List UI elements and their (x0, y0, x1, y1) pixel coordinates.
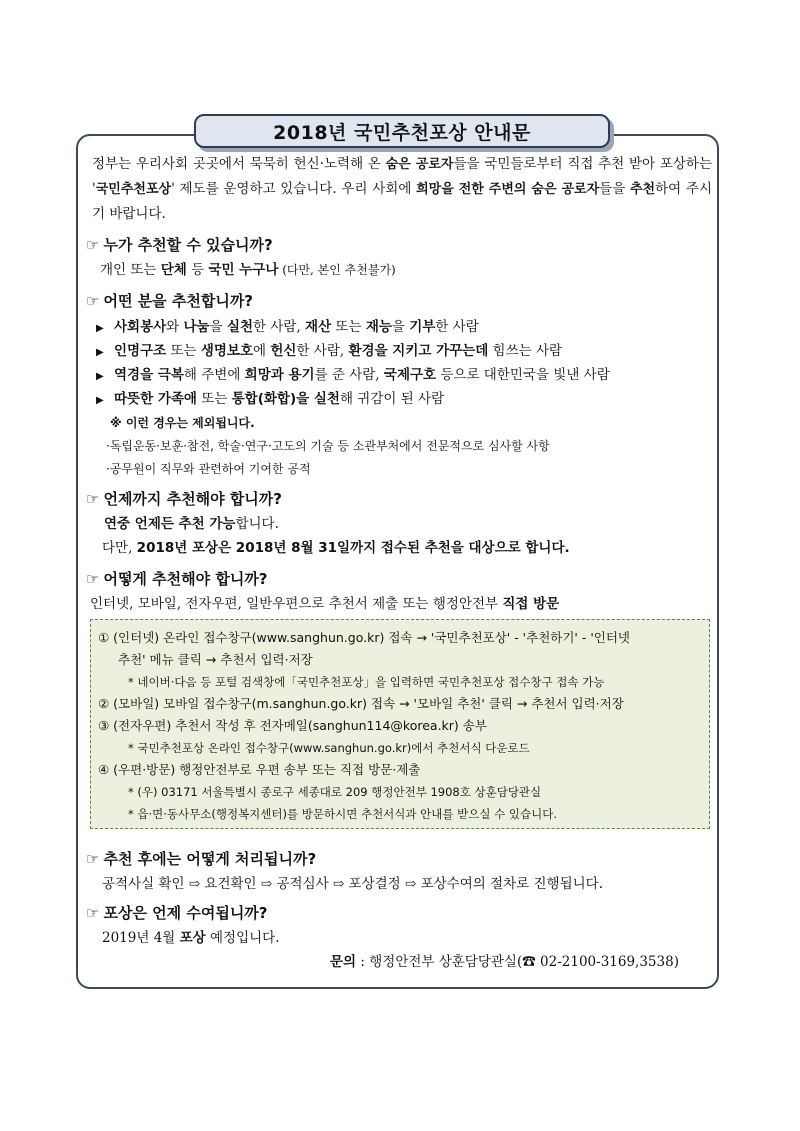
contact-sep: : (356, 954, 370, 970)
method-internet: ① (인터넷) 온라인 접수창구(www.sanghun.go.kr) 접속 → '국민추천포상' - '추천하기' - '인터넷 (98, 630, 630, 645)
item-bold: 환경을 지키고 가꾸는데 (348, 343, 489, 359)
body-text: 예정입니다. (205, 930, 280, 946)
item-bold: 따뜻한 가족애 (114, 391, 197, 407)
intro-text: 들을 (599, 181, 630, 197)
body-text: 인터넷, 모바일, 전자우편, 일반우편 (90, 596, 299, 612)
section-after-body: 공적사실 확인 ⇨ 요건확인 ⇨ 공적심사 ⇨ 포상결정 ⇨ 포상수여의 절차로 진행됩니다. (102, 876, 604, 892)
section-when-line-2 (102, 536, 570, 560)
whom-item-1 (96, 315, 479, 341)
body-text: 합니다. (235, 516, 279, 532)
whom-item-4 (96, 387, 444, 413)
section-whom-heading (86, 290, 253, 311)
item-bold: 실천 (226, 319, 254, 335)
pointing-hand-icon: ☞ (86, 490, 100, 508)
contact-phone: 02-2100-3169,3538) (535, 954, 679, 970)
method-internet-note: * 네이버·다음 등 포털 검색창에「국민추천포상」을 입력하면 국민추천포상 접수창구 접속 가능 (128, 675, 605, 689)
intro-bold: 국민추천포상 (95, 182, 172, 197)
method-internet-cont: 추천' 메뉴 클릭 → 추천서 입력·저장 (118, 652, 313, 667)
item-bold: 재능 (365, 319, 392, 335)
item-bold: 사회봉사 (114, 319, 167, 335)
item-bold: 헌신 (270, 343, 297, 359)
section-heading-text: 어떤 분을 추천합니까? (103, 292, 254, 310)
pointing-hand-icon: ☞ (86, 904, 100, 922)
body-text: 으로 추천서 제출 또는 행정안전부 (298, 596, 503, 612)
item-text: 한 사람 (435, 319, 479, 335)
item-text: 을 (209, 319, 227, 335)
contact-label: 문의 (330, 954, 357, 970)
item-bold: 희망과 용기 (244, 367, 315, 383)
body-bold: 연중 언제든 추천 가능 (104, 516, 236, 532)
intro-text: 들을 국민들로부터 직접 추천 받아 포상하는 ' (92, 156, 712, 197)
exclusion-note-2: ·공무원이 직무와 관련하여 기여한 공적 (106, 462, 311, 476)
section-when-line-1 (104, 512, 279, 536)
section-heading-text: 추천 후에는 어떻게 처리됩니까? (103, 850, 317, 868)
body-bold: 단체 (160, 262, 187, 278)
item-bold: 재산 (305, 319, 332, 335)
item-text: 등으로 대한민국을 빛낸 사람 (436, 367, 610, 383)
whom-item-3 (96, 363, 610, 389)
item-text: 와 (166, 319, 184, 335)
body-text: 등 (186, 262, 209, 278)
pointing-hand-icon: ☞ (86, 570, 100, 588)
item-bold: 나눔 (183, 319, 210, 335)
intro-bold: 추천 (629, 182, 656, 197)
section-heading-text: 어떻게 추천해야 합니까? (103, 570, 268, 588)
item-text: 해 귀감이 된 사람 (339, 391, 445, 407)
section-heading-text: 포상은 언제 수여됩니까? (103, 904, 268, 922)
intro-bold: 숨은 공로자 (385, 157, 454, 172)
intro-text: 하여 주시기 바랍니다. (92, 181, 712, 222)
section-after-heading (86, 848, 316, 869)
exclusion-note-heading: ※ 이런 경우는 제외됩니다. (110, 416, 255, 430)
exclusion-note-1: ·독립운동·보훈·참전, 학술·연구·고도의 기술 등 소관부처에서 전문적으로 심사할 사항 (106, 439, 550, 453)
triangle-bullet-icon: ▶ (96, 323, 104, 334)
item-text: 를 준 사람, (314, 367, 384, 383)
item-text: 에 (253, 343, 271, 359)
triangle-bullet-icon: ▶ (96, 395, 104, 406)
section-who-body (100, 258, 396, 282)
intro-text: ' 제도를 운영하고 있습니다. 우리 사회에 (171, 181, 417, 197)
body-bold: 직접 방문 (502, 596, 560, 612)
phone-icon: ☎ (522, 954, 536, 970)
contact-text: 행정안전부 상훈담당관실( (369, 954, 523, 970)
whom-item-2 (96, 339, 562, 365)
method-email: ③ (전자우편) 추천서 작성 후 전자메일(sanghun114@korea.kr) 송부 (98, 718, 487, 733)
method-mail: ④ (우편·방문) 행정안전부로 우편 송부 또는 직접 방문·제출 (98, 762, 421, 777)
method-email-note: * 국민추천포상 온라인 접수창구(www.sanghun.go.kr)에서 추천서식 다운로드 (128, 741, 530, 755)
item-text: 을 (391, 319, 410, 335)
body-bold: 2018년 포상은 2018년 8월 31일까지 접수된 추천을 대상으로 합니다. (136, 540, 570, 556)
item-bold: 통합(화합)을 실천 (231, 391, 340, 407)
body-text: 개인 또는 (100, 262, 161, 278)
intro-text: 정부는 우리사회 곳곳에서 묵묵히 헌신·노력해 온 (92, 156, 386, 172)
triangle-bullet-icon: ▶ (96, 347, 104, 358)
pointing-hand-icon: ☞ (86, 292, 100, 310)
item-bold: 생명보호 (200, 343, 254, 359)
item-text: 해 주변에 (183, 367, 245, 383)
body-text: 2019년 4월 (102, 930, 180, 946)
section-how-body (90, 592, 559, 616)
item-text: 힘쓰는 사람 (488, 343, 563, 359)
item-bold: 기부 (409, 319, 436, 335)
method-mobile: ② (모바일) 모바일 접수창구(m.sanghun.go.kr) 접속 → '모바일 추천' 클릭 → 추천서 입력·저장 (98, 696, 624, 711)
section-when-heading (86, 488, 282, 509)
method-mail-note: * 읍·면·동사무소(행정복지센터)를 방문하시면 추천서식과 안내를 받으실 수 있습니다. (128, 807, 557, 821)
pointing-hand-icon: ☞ (86, 850, 100, 868)
contact-line (330, 950, 679, 974)
intro-paragraph (92, 152, 712, 226)
body-note: (다만, 본인 추천불가) (278, 263, 396, 277)
section-heading-text: 언제까지 추천해야 합니까? (103, 490, 282, 508)
item-bold: 인명구조 (114, 343, 167, 359)
item-text: 또는 (166, 343, 201, 359)
item-text: 또는 (331, 319, 366, 335)
intro-bold: 희망을 전한 주변의 숨은 공로자 (416, 182, 600, 197)
body-text: 다만, (102, 540, 137, 556)
item-bold: 역경을 극복 (114, 367, 184, 383)
item-bold: 국제구호 (383, 367, 437, 383)
body-bold: 포상 (179, 930, 206, 946)
method-mail-address: * (우) 03171 서울특별시 종로구 세종대로 209 행정안전부 1908호 상훈담당관실 (128, 785, 542, 799)
section-heading-text: 누가 추천할 수 있습니까? (103, 236, 273, 254)
section-award-body (102, 926, 280, 950)
section-who-heading (86, 234, 273, 255)
item-text: 또는 (196, 391, 232, 407)
body-bold: 국민 누구나 (208, 262, 279, 278)
pointing-hand-icon: ☞ (86, 236, 100, 254)
item-text: 한 사람, (296, 343, 349, 359)
page-title: 2018년 국민추천포상 안내문 (194, 114, 610, 148)
item-text: 한 사람, (253, 319, 306, 335)
triangle-bullet-icon: ▶ (96, 371, 104, 382)
section-how-heading (86, 568, 268, 589)
section-award-heading (86, 902, 268, 923)
